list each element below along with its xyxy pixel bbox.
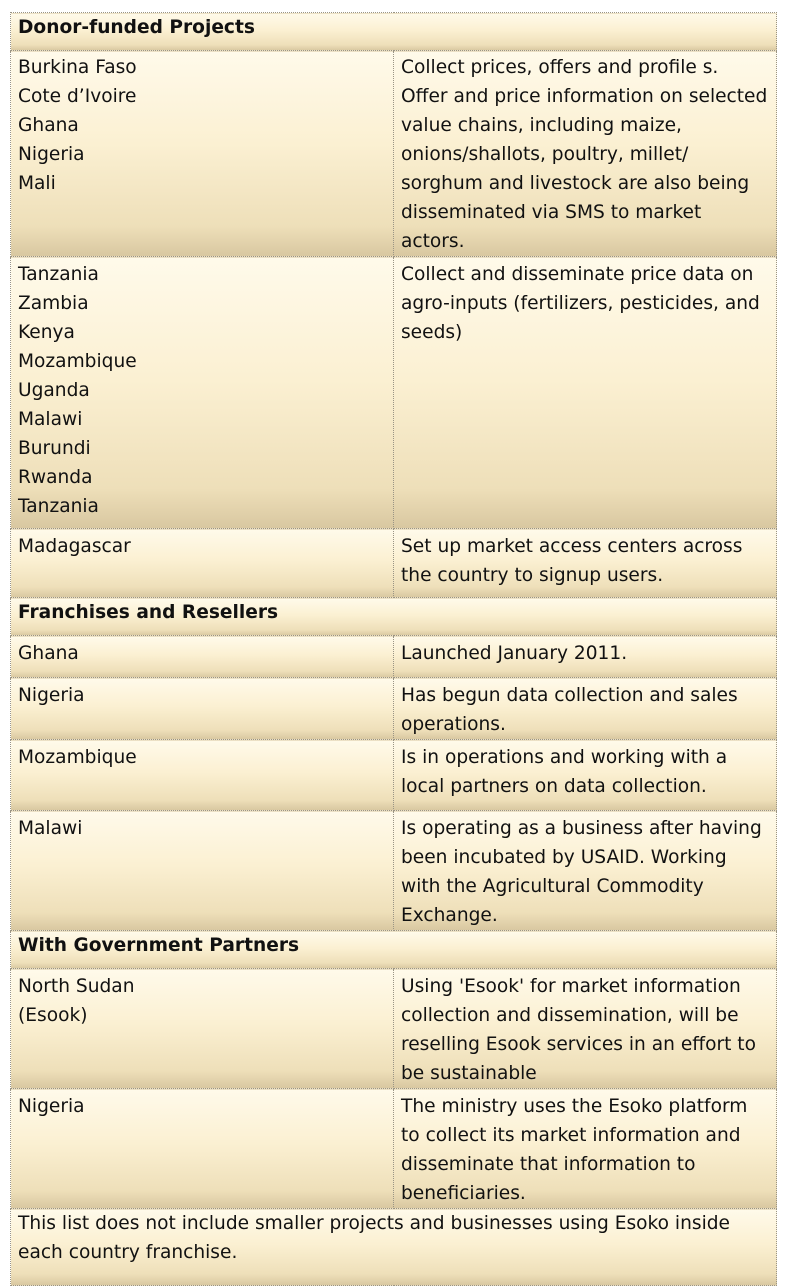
country-name: Mali: [18, 173, 56, 194]
country-name: Mozambique: [18, 747, 137, 768]
table-row: [11, 529, 777, 598]
esoko-projects-table: [10, 12, 777, 1286]
country-name: Ghana: [18, 115, 79, 136]
description-cell: Set up market access centers across the country to signup users.: [394, 529, 777, 598]
section-header-row: [11, 13, 777, 51]
country-name: Tanzania: [18, 496, 99, 517]
country-name: Nigeria: [18, 1096, 85, 1117]
description-cell: Collect and disseminate price data on agro-inputs (fertilizers, pesticides, and seeds): [394, 257, 777, 529]
country-name: Zambia: [18, 293, 89, 314]
description-cell: Is in operations and working with a local partners on data collection.: [394, 740, 777, 811]
country-name: Madagascar: [18, 536, 131, 557]
country-name: (Esook): [18, 1005, 88, 1026]
country-name: Cote d’Ivoire: [18, 86, 137, 107]
country-cell: [11, 740, 394, 811]
country-name: Ghana: [18, 643, 79, 664]
table-row: [11, 678, 777, 740]
country-cell: [11, 257, 394, 529]
country-name: Nigeria: [18, 144, 85, 165]
table-row: [11, 636, 777, 678]
country-name: Burundi: [18, 438, 91, 459]
country-name: Malawi: [18, 818, 83, 839]
section-header-row: [11, 598, 777, 636]
country-name: Malawi: [18, 409, 83, 430]
country-cell: [11, 1089, 394, 1209]
description-cell: Using 'Esook' for market information collection and dissemination, will be reselling Esook services in an effort to be sustainable: [394, 969, 777, 1089]
country-name: Uganda: [18, 380, 90, 401]
description-cell: Is operating as a business after having been incubated by USAID. Working with the Agricultural Commodity Exchange.: [394, 811, 777, 931]
country-cell: [11, 51, 394, 257]
country-name: Nigeria: [18, 685, 85, 706]
table-row: [11, 1089, 777, 1209]
table-row: [11, 257, 777, 529]
country-name: Tanzania: [18, 264, 99, 285]
country-name: North Sudan: [18, 976, 135, 997]
description-cell: Launched January 2011.: [394, 636, 777, 678]
country-cell: [11, 529, 394, 598]
footnote-row: [11, 1209, 777, 1286]
footnote: This list does not include smaller projects and businesses using Esoko inside each country franchise.: [11, 1209, 777, 1286]
section-header-row: [11, 931, 777, 969]
table-row: [11, 740, 777, 811]
country-cell: [11, 636, 394, 678]
country-name: Rwanda: [18, 467, 93, 488]
section-title: Donor-funded Projects: [11, 13, 777, 51]
description-cell: The ministry uses the Esoko platform to collect its market information and disseminate that information to beneficiaries.: [394, 1089, 777, 1209]
country-name: Kenya: [18, 322, 75, 343]
country-cell: [11, 969, 394, 1089]
section-title: With Government Partners: [11, 931, 777, 969]
country-name: Burkina Faso: [18, 57, 137, 78]
country-cell: [11, 678, 394, 740]
table-row: [11, 969, 777, 1089]
description-cell: Collect prices, offers and profile s. Offer and price information on selected value chains, including maize, onions/shallots, poultry, millet/ sorghum and livestock are also being disseminated via SMS to market actors.: [394, 51, 777, 257]
country-cell: [11, 811, 394, 931]
description-cell: Has begun data collection and sales operations.: [394, 678, 777, 740]
table-row: [11, 51, 777, 257]
table-row: [11, 811, 777, 931]
section-title: Franchises and Resellers: [11, 598, 777, 636]
country-name: Mozambique: [18, 351, 137, 372]
